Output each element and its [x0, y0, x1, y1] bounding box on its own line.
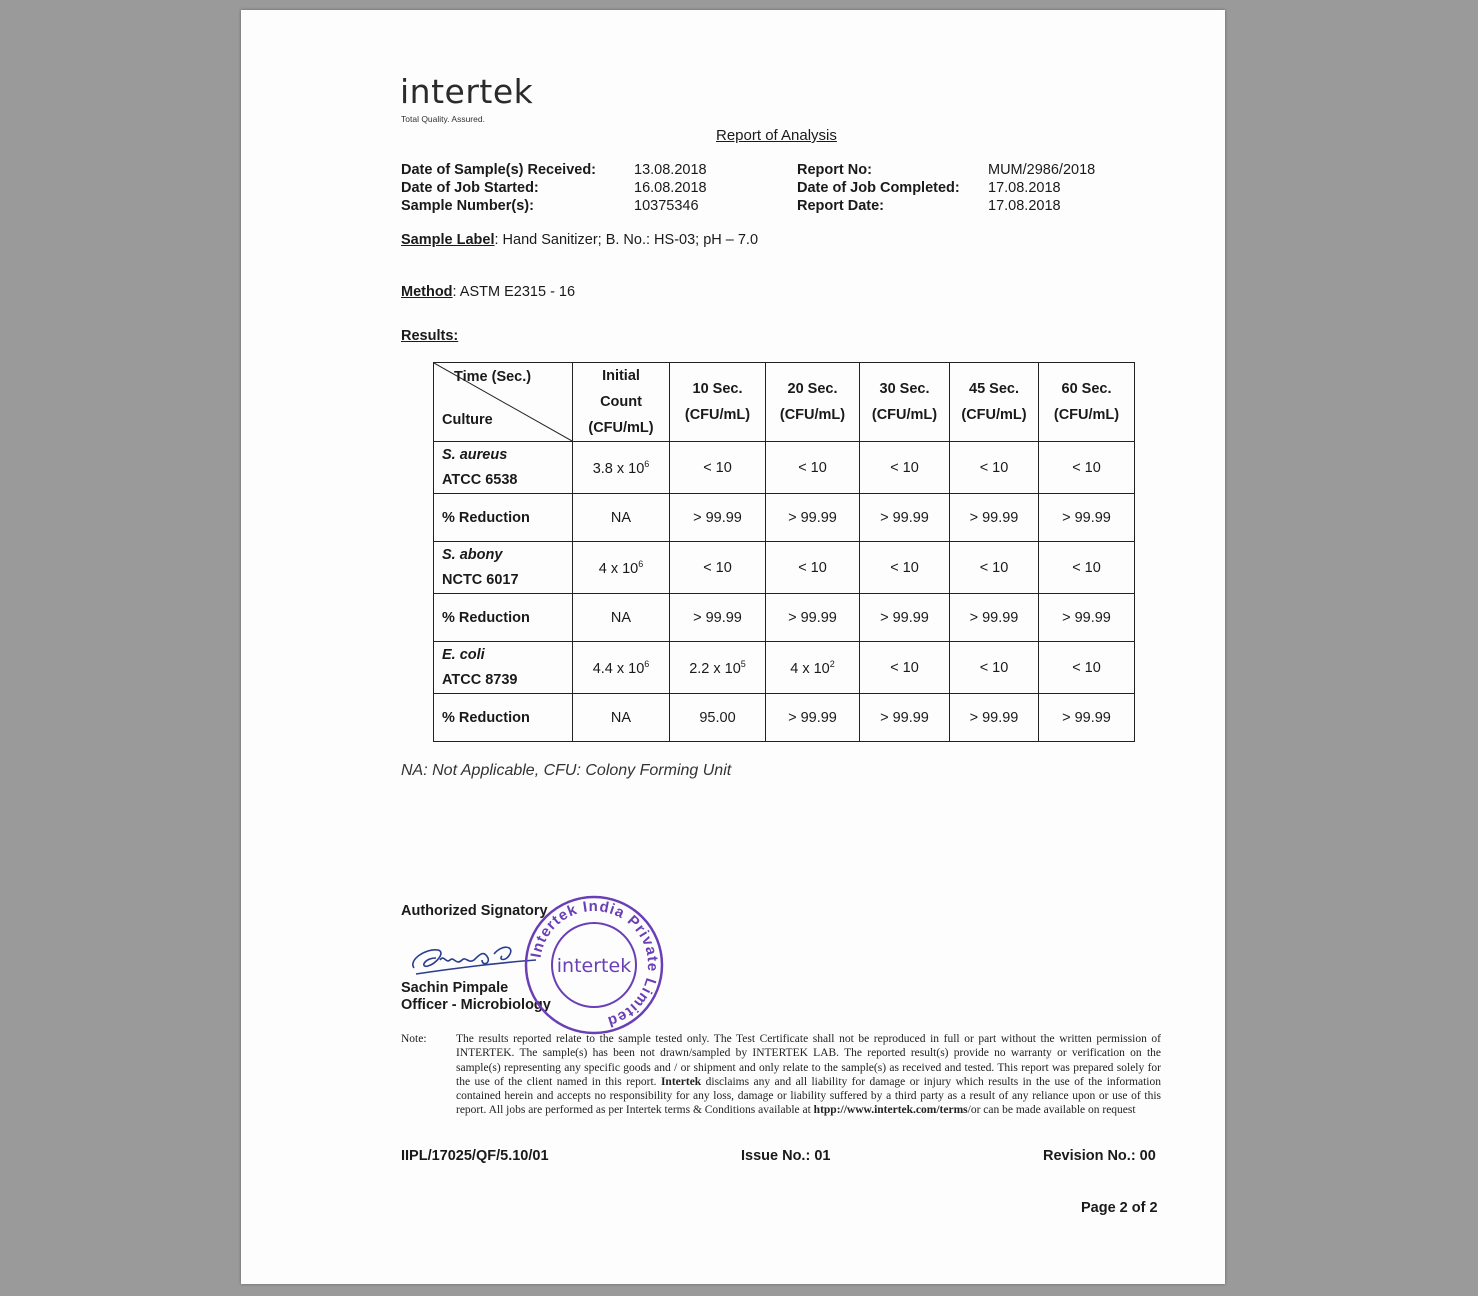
meta-label-received: Date of Sample(s) Received: — [401, 162, 597, 178]
reduction-value: 95.00 — [670, 694, 766, 742]
value-base: < 10 — [1072, 659, 1101, 676]
reduction-label: % Reduction — [434, 594, 573, 642]
header-time-label: 30 Sec. — [879, 381, 930, 397]
value-base: < 10 — [703, 459, 732, 476]
form-number: IIPL/17025/QF/5.10/01 — [401, 1148, 549, 1164]
meta-label-job-started: Date of Job Started: — [401, 180, 539, 196]
value-base: < 10 — [798, 459, 827, 476]
value-base: < 10 — [979, 659, 1009, 676]
table-header-row — [434, 363, 1135, 442]
count-value — [670, 542, 766, 594]
reduction-label: % Reduction — [434, 694, 573, 742]
table-footnote: NA: Not Applicable, CFU: Colony Forming Unit — [401, 762, 732, 779]
reduction-value: > 99.99 — [1039, 494, 1135, 542]
initial-count-value — [573, 442, 670, 494]
culture-species: S. abony — [442, 546, 503, 563]
report-title: Report of Analysis — [716, 127, 837, 144]
count-value — [670, 442, 766, 494]
value-base: 4 x 10 — [598, 560, 639, 577]
header-time-0 — [670, 363, 766, 442]
header-initial-line: (CFU/mL) — [588, 420, 654, 436]
value-base: < 10 — [890, 559, 919, 576]
count-value — [860, 442, 950, 494]
corner-cell — [434, 363, 573, 442]
disclaimer-note — [456, 1032, 1161, 1118]
header-initial-count — [573, 363, 670, 442]
stamp-center-text: intertek — [556, 955, 632, 977]
method-key: Method — [401, 284, 453, 300]
revision-number: Revision No.: 00 — [1043, 1148, 1156, 1164]
value-base: < 10 — [979, 559, 1009, 576]
signatory-name: Sachin Pimpale — [401, 980, 509, 996]
results-table — [433, 362, 1135, 742]
culture-species: S. aureus — [442, 446, 508, 463]
results-heading: Results: — [401, 328, 459, 344]
report-page — [241, 10, 1225, 1284]
issue-number: Issue No.: 01 — [741, 1148, 831, 1164]
value-exponent: 6 — [644, 458, 650, 469]
value-exponent: 5 — [740, 658, 746, 669]
header-unit-label: (CFU/mL) — [684, 407, 751, 423]
value-base: 4 x 10 — [790, 660, 830, 677]
reduction-value: > 99.99 — [670, 494, 766, 542]
note-text-2: disclaims any and all liability for damage or injury which results in the use of the information contained herein and accepts no responsibility for any loss, damage or liability suffered by a third party as a result of any reliance upon or use of this report. All jobs are performed as per Intertek terms & Conditions available at — [456, 1075, 1161, 1117]
reduction-value: > 99.99 — [950, 594, 1039, 642]
meta-value-job-started: 16.08.2018 — [634, 180, 707, 196]
culture-row — [434, 542, 1135, 594]
culture-strain: NCTC 6017 — [442, 571, 519, 588]
terms-link[interactable]: htpp://www.intertek.com/terms — [813, 1104, 968, 1117]
note-text-3: /or can be made available on request — [967, 1104, 1136, 1117]
count-value — [766, 642, 860, 694]
culture-row — [434, 642, 1135, 694]
count-value — [950, 642, 1039, 694]
company-stamp — [523, 894, 665, 1036]
culture-row — [434, 442, 1135, 494]
reduction-value: > 99.99 — [766, 694, 860, 742]
reduction-initial: NA — [573, 694, 670, 742]
value-base: < 10 — [890, 459, 919, 476]
corner-time-label: Time (Sec.) — [454, 369, 532, 385]
header-unit-label: (CFU/mL) — [961, 407, 1027, 423]
stamp-ring-text: Intertek India Private Limited — [527, 897, 662, 1031]
reduction-row — [434, 594, 1135, 642]
count-value — [670, 642, 766, 694]
meta-value-job-completed: 17.08.2018 — [988, 180, 1061, 196]
initial-count-value — [573, 542, 670, 594]
culture-name-cell — [434, 442, 573, 494]
value-exponent: 6 — [644, 658, 650, 669]
reduction-value: > 99.99 — [1039, 694, 1135, 742]
reduction-value: > 99.99 — [950, 694, 1039, 742]
value-exponent: 2 — [829, 658, 835, 669]
meta-value-received: 13.08.2018 — [634, 162, 707, 178]
header-time-label: 20 Sec. — [787, 381, 838, 397]
reduction-initial: NA — [573, 594, 670, 642]
header-unit-label: (CFU/mL) — [779, 407, 846, 423]
page-number: Page 2 of 2 — [1081, 1200, 1158, 1216]
value-base: 3.8 x 10 — [592, 460, 645, 477]
header-time-label: 45 Sec. — [969, 381, 1019, 397]
logo-tagline: Total Quality. Assured. — [401, 114, 485, 124]
meta-value-report-date: 17.08.2018 — [988, 198, 1061, 214]
meta-label-sample-number: Sample Number(s): — [401, 198, 534, 214]
count-value — [766, 542, 860, 594]
value-base: < 10 — [890, 659, 919, 676]
reduction-value: > 99.99 — [860, 494, 950, 542]
method-row — [401, 284, 575, 300]
count-value — [950, 442, 1039, 494]
reduction-initial: NA — [573, 494, 670, 542]
reduction-value: > 99.99 — [766, 594, 860, 642]
header-unit-label: (CFU/mL) — [1053, 407, 1120, 423]
meta-value-sample-number: 10375346 — [634, 198, 699, 214]
value-base: < 10 — [1072, 559, 1101, 576]
culture-name-cell — [434, 642, 573, 694]
count-value — [950, 542, 1039, 594]
corner-culture-label: Culture — [442, 412, 493, 428]
note-text-1: The results reported relate to the sample tested only. The Test Certificate shall not be reproduced in full or part without the written permission of INTERTEK. The sample(s) has been not drawn/sampled by INTERTEK LAB. The reported result(s) provide no warranty or verification on the sample(s) representing any specific goods and / or shipment and only relate to the sample(s) as received and tested. This report was prepared solely for the use of the client named in this report. — [456, 1033, 1161, 1088]
sample-label-value: : Hand Sanitizer; B. No.: HS-03; pH – 7.0 — [494, 232, 759, 248]
reduction-value: > 99.99 — [860, 594, 950, 642]
header-initial-line: Count — [600, 394, 642, 410]
note-label: Note: — [401, 1033, 427, 1045]
header-unit-label: (CFU/mL) — [871, 407, 938, 423]
meta-label-report-date: Report Date: — [797, 198, 885, 214]
culture-species: E. coli — [442, 646, 485, 663]
reduction-label: % Reduction — [434, 494, 573, 542]
signatory-title: Officer - Microbiology — [401, 997, 551, 1013]
meta-label-report-no: Report No: — [797, 162, 872, 178]
sample-label-row — [401, 232, 758, 248]
header-initial-line: Initial — [602, 368, 640, 384]
reduction-value: > 99.99 — [860, 694, 950, 742]
culture-strain: ATCC 6538 — [442, 471, 518, 488]
initial-count-value — [573, 642, 670, 694]
meta-value-report-no: MUM/2986/2018 — [988, 162, 1096, 178]
note-brand: Intertek — [660, 1075, 702, 1088]
header-time-1 — [766, 363, 860, 442]
reduction-value: > 99.99 — [950, 494, 1039, 542]
count-value — [1039, 642, 1135, 694]
value-base: < 10 — [703, 559, 732, 576]
header-time-label: 60 Sec. — [1061, 381, 1112, 397]
sample-label-key: Sample Label — [401, 232, 495, 248]
reduction-value: > 99.99 — [670, 594, 766, 642]
header-time-label: 10 Sec. — [692, 381, 743, 397]
signatory-label: Authorized Signatory — [401, 903, 548, 919]
reduction-value: > 99.99 — [766, 494, 860, 542]
count-value — [860, 642, 950, 694]
header-time-4 — [1039, 363, 1135, 442]
value-base: < 10 — [1072, 459, 1101, 476]
count-value — [1039, 542, 1135, 594]
count-value — [766, 442, 860, 494]
count-value — [860, 542, 950, 594]
culture-name-cell — [434, 542, 573, 594]
value-base: 2.2 x 10 — [689, 660, 741, 677]
value-base: < 10 — [979, 459, 1009, 476]
reduction-row — [434, 694, 1135, 742]
reduction-value: > 99.99 — [1039, 594, 1135, 642]
value-exponent: 6 — [638, 558, 644, 569]
header-time-2 — [860, 363, 950, 442]
value-base: 4.4 x 10 — [592, 660, 645, 677]
intertek-logo: intertek — [400, 72, 534, 111]
header-time-3 — [950, 363, 1039, 442]
count-value — [1039, 442, 1135, 494]
meta-label-job-completed: Date of Job Completed: — [797, 180, 960, 196]
value-base: < 10 — [798, 559, 827, 576]
reduction-row — [434, 494, 1135, 542]
culture-strain: ATCC 8739 — [442, 671, 518, 688]
method-value: : ASTM E2315 - 16 — [452, 284, 576, 300]
